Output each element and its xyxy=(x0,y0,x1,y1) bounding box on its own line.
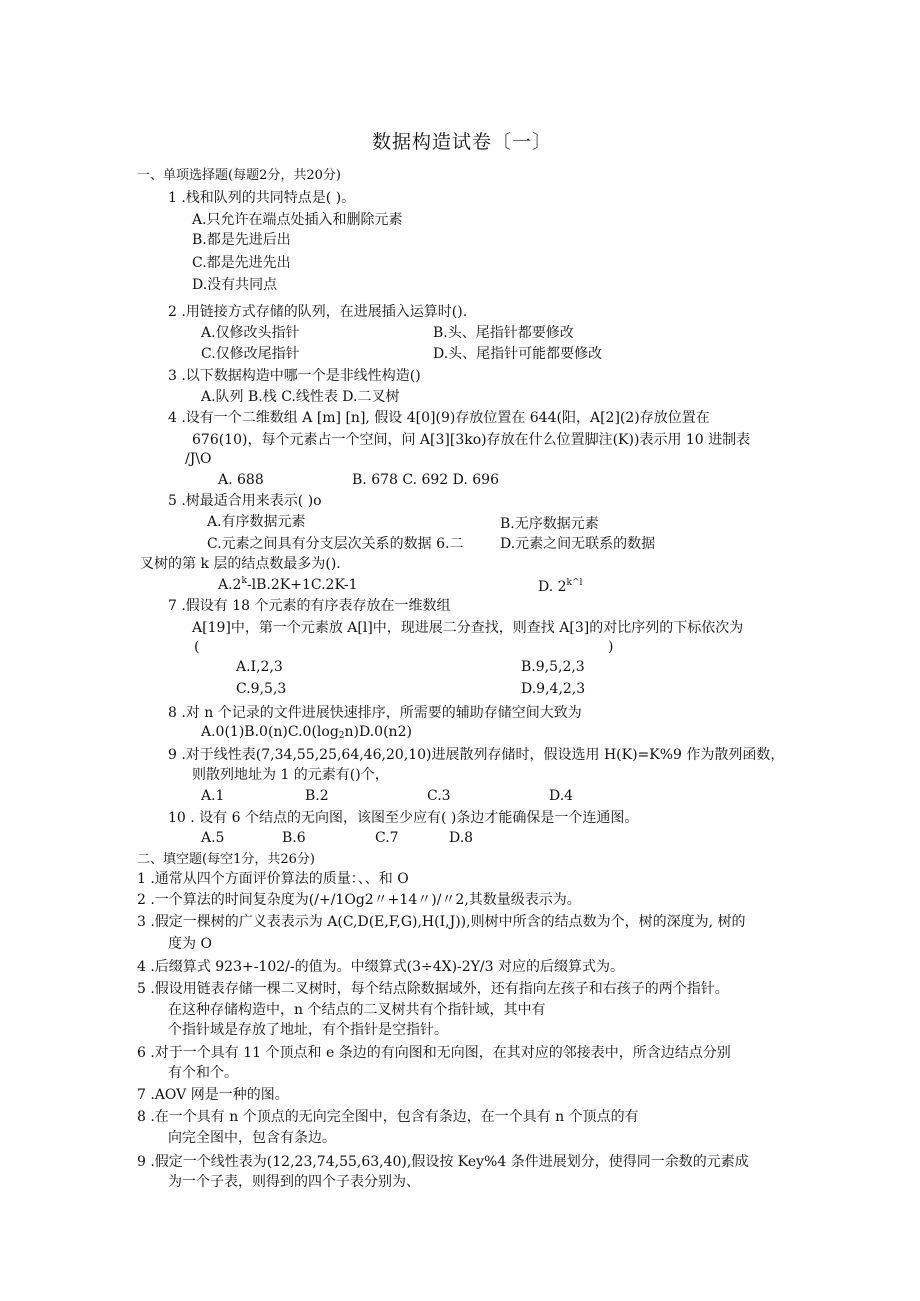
fill-2: 2 .一个算法的时间复杂度为(/+/1Og2〃+14〃)/〃2,其数量级表示为。 xyxy=(137,892,581,908)
fill-1: 1 .通常从四个方面评价算法的质量：、、和 O xyxy=(137,871,409,887)
question-1-option-b: B.都是先进后出 xyxy=(192,232,291,248)
question-10-option-c: C.7 xyxy=(375,830,399,846)
fill-3-line1: 3 .假定一棵树的广义表表示为 A(C,D(E,F,G),H(I,J)),则树中所含的结点数为个，树的深度为, 树的 xyxy=(137,914,746,930)
question-8-options: $A.0(1)B.0(n)C.0(\log_2n)D.0(n2)$ xyxy=(201,724,412,741)
question-7-option-d: D.9,4,2,3 xyxy=(521,681,586,697)
question-4-options-bcd: B. 678 C. 692 D. 696 xyxy=(352,472,499,488)
fill-5-line3: 个指针域是存放了地址，有个指针是空指针。 xyxy=(168,1022,448,1038)
question-10-option-d: D.8 xyxy=(449,830,474,846)
question-7-stem-line2: A[19]中，第一个元素放 A[l]中，现进展二分查找，则查找 A[3]的对比序列的下标依次为 xyxy=(192,620,744,636)
question-3-stem: 3 .以下数据构造中哪一个是非线性构造() xyxy=(168,368,421,384)
question-4-stem-line1: 4 .设有一个二维数组 A [m] [n], 假设 4[0](9)存放位置在 644(阳，A[2](2)存放位置在 xyxy=(168,410,710,426)
question-3-options: A.队列 B.栈 C.线性表 D.二叉树 xyxy=(201,389,400,405)
question-1-option-a: A.只允许在端点处插入和删除元素 xyxy=(192,212,403,228)
question-10-option-a: A.5 xyxy=(201,830,225,846)
question-1-stem: 1 .栈和队列的共同特点是( )。 xyxy=(168,190,356,206)
question-2-option-d: D.头、尾指针可能都要修改 xyxy=(433,346,603,362)
question-7-option-b: B.9,5,2,3 xyxy=(521,659,585,675)
question-7-stem-line1: 7 .假设有 18 个元素的有序表存放在一维数组 xyxy=(168,598,451,614)
section-heading-choice: 一、单项选择题(每题2分，共20分) xyxy=(137,168,341,183)
question-1-option-d: D.没有共同点 xyxy=(192,277,278,293)
fill-5-line1: 5 .假设用链表存储一棵二叉树时，每个结点除数据域外，还有指向左孩子和右孩子的两个指针。 xyxy=(137,981,729,997)
question-4-stem-line3: /J\O xyxy=(185,451,212,467)
fill-6-line2: 有个和个。 xyxy=(168,1065,238,1081)
question-1-option-c: C.都是先进先出 xyxy=(192,255,291,271)
question-5-option-d: D.元素之间无联系的数据 xyxy=(500,536,656,552)
question-4-option-a: A. 688 xyxy=(218,472,264,488)
fill-8-line1: 8 .在一个具有 n 个顶点的无向完全图中，包含有条边，在一个具有 n 个顶点的有 xyxy=(137,1109,639,1125)
question-8-stem: 8 .对 n 个记录的文件进展快速排序，所需要的辅助存储空间大致为 xyxy=(168,705,582,721)
question-7-paren-close: ) xyxy=(608,639,614,655)
fill-3-line2: 度为 O xyxy=(168,936,212,952)
fill-7: 7 .AOV 网是一种的图。 xyxy=(137,1087,289,1103)
question-6-options-abc: $A.2^k-lB.2K+1C.2K-1$ xyxy=(218,576,358,593)
question-7-option-a: A.I,2,3 xyxy=(236,659,283,675)
question-2-stem: 2 .用链接方式存储的队列，在进展插入运算时(). xyxy=(168,304,468,320)
fill-9-line1: 9 .假定一个线性表为(12,23,74,55,63,40),假设按 Key%4 条件进展划分，使得同一余数的元素成 xyxy=(137,1154,749,1170)
question-2-option-c: C.仅修改尾指针 xyxy=(201,346,300,362)
question-10-option-b: B.6 xyxy=(282,830,306,846)
question-5-option-b: B.无序数据元素 xyxy=(500,516,599,532)
question-10-stem: 10 . 设有 6 个结点的无向图，该图至少应有( )条边才能确保是一个连通图。 xyxy=(168,810,639,826)
question-4-stem-line2: 676(10)，每个元素占一个空间，问 A[3][3ko)存放在什么位置脚注(K))表示用 10 进制表 xyxy=(192,432,751,448)
question-9-option-d: D.4 xyxy=(549,788,574,804)
question-9-stem-line2: 则散列地址为 1 的元素有()个， xyxy=(192,767,389,783)
question-5-option-c: C.元素之间具有分支层次关系的数据 6.二 xyxy=(207,536,464,552)
section-heading-fill: 二、填空题(每空1分，共26分) xyxy=(137,852,315,867)
fill-9-line2: 为一个子表，则得到的四个子表分别为、 xyxy=(168,1174,420,1190)
fill-5-line2: 在这种存储构造中，n 个结点的二叉树共有个指针域，其中有 xyxy=(168,1002,546,1018)
question-5-stem: 5 .树最适合用来表示( )o xyxy=(168,493,322,509)
fill-4: 4 .后缀算式 923+-102/-的值为。中缀算式(3÷4X)-2Y/3 对应的后缀算式为。 xyxy=(137,959,624,975)
question-7-option-c: C.9,5,3 xyxy=(236,681,287,697)
question-6-stem: 叉树的第 k 层的结点数最多为(). xyxy=(140,556,341,572)
question-7-paren-open: ( xyxy=(194,639,200,655)
page-title: 数据构造试卷〔一〕 xyxy=(372,131,553,153)
question-6-option-d: D. $2^{k\^{}l}$ xyxy=(538,578,583,595)
question-9-option-a: A.1 xyxy=(201,788,225,804)
question-9-option-b: B.2 xyxy=(305,788,329,804)
question-5-option-a: A.有序数据元素 xyxy=(207,514,306,530)
question-9-stem-line1: 9 .对于线性表(7,34,55,25,64,46,20,10)进展散列存储时，假设选用 H(K)=K%9 作为散列函数， xyxy=(168,747,785,763)
question-2-option-b: B.头、尾指针都要修改 xyxy=(433,325,574,341)
question-9-option-c: C.3 xyxy=(427,788,451,804)
fill-8-line2: 向完全图中，包含有条边。 xyxy=(168,1130,336,1146)
fill-6-line1: 6 .对于一个具有 11 个顶点和 e 条边的有向图和无向图，在其对应的邻接表中，所含边结点分别 xyxy=(137,1045,731,1061)
question-2-option-a: A.仅修改头指针 xyxy=(201,325,300,341)
